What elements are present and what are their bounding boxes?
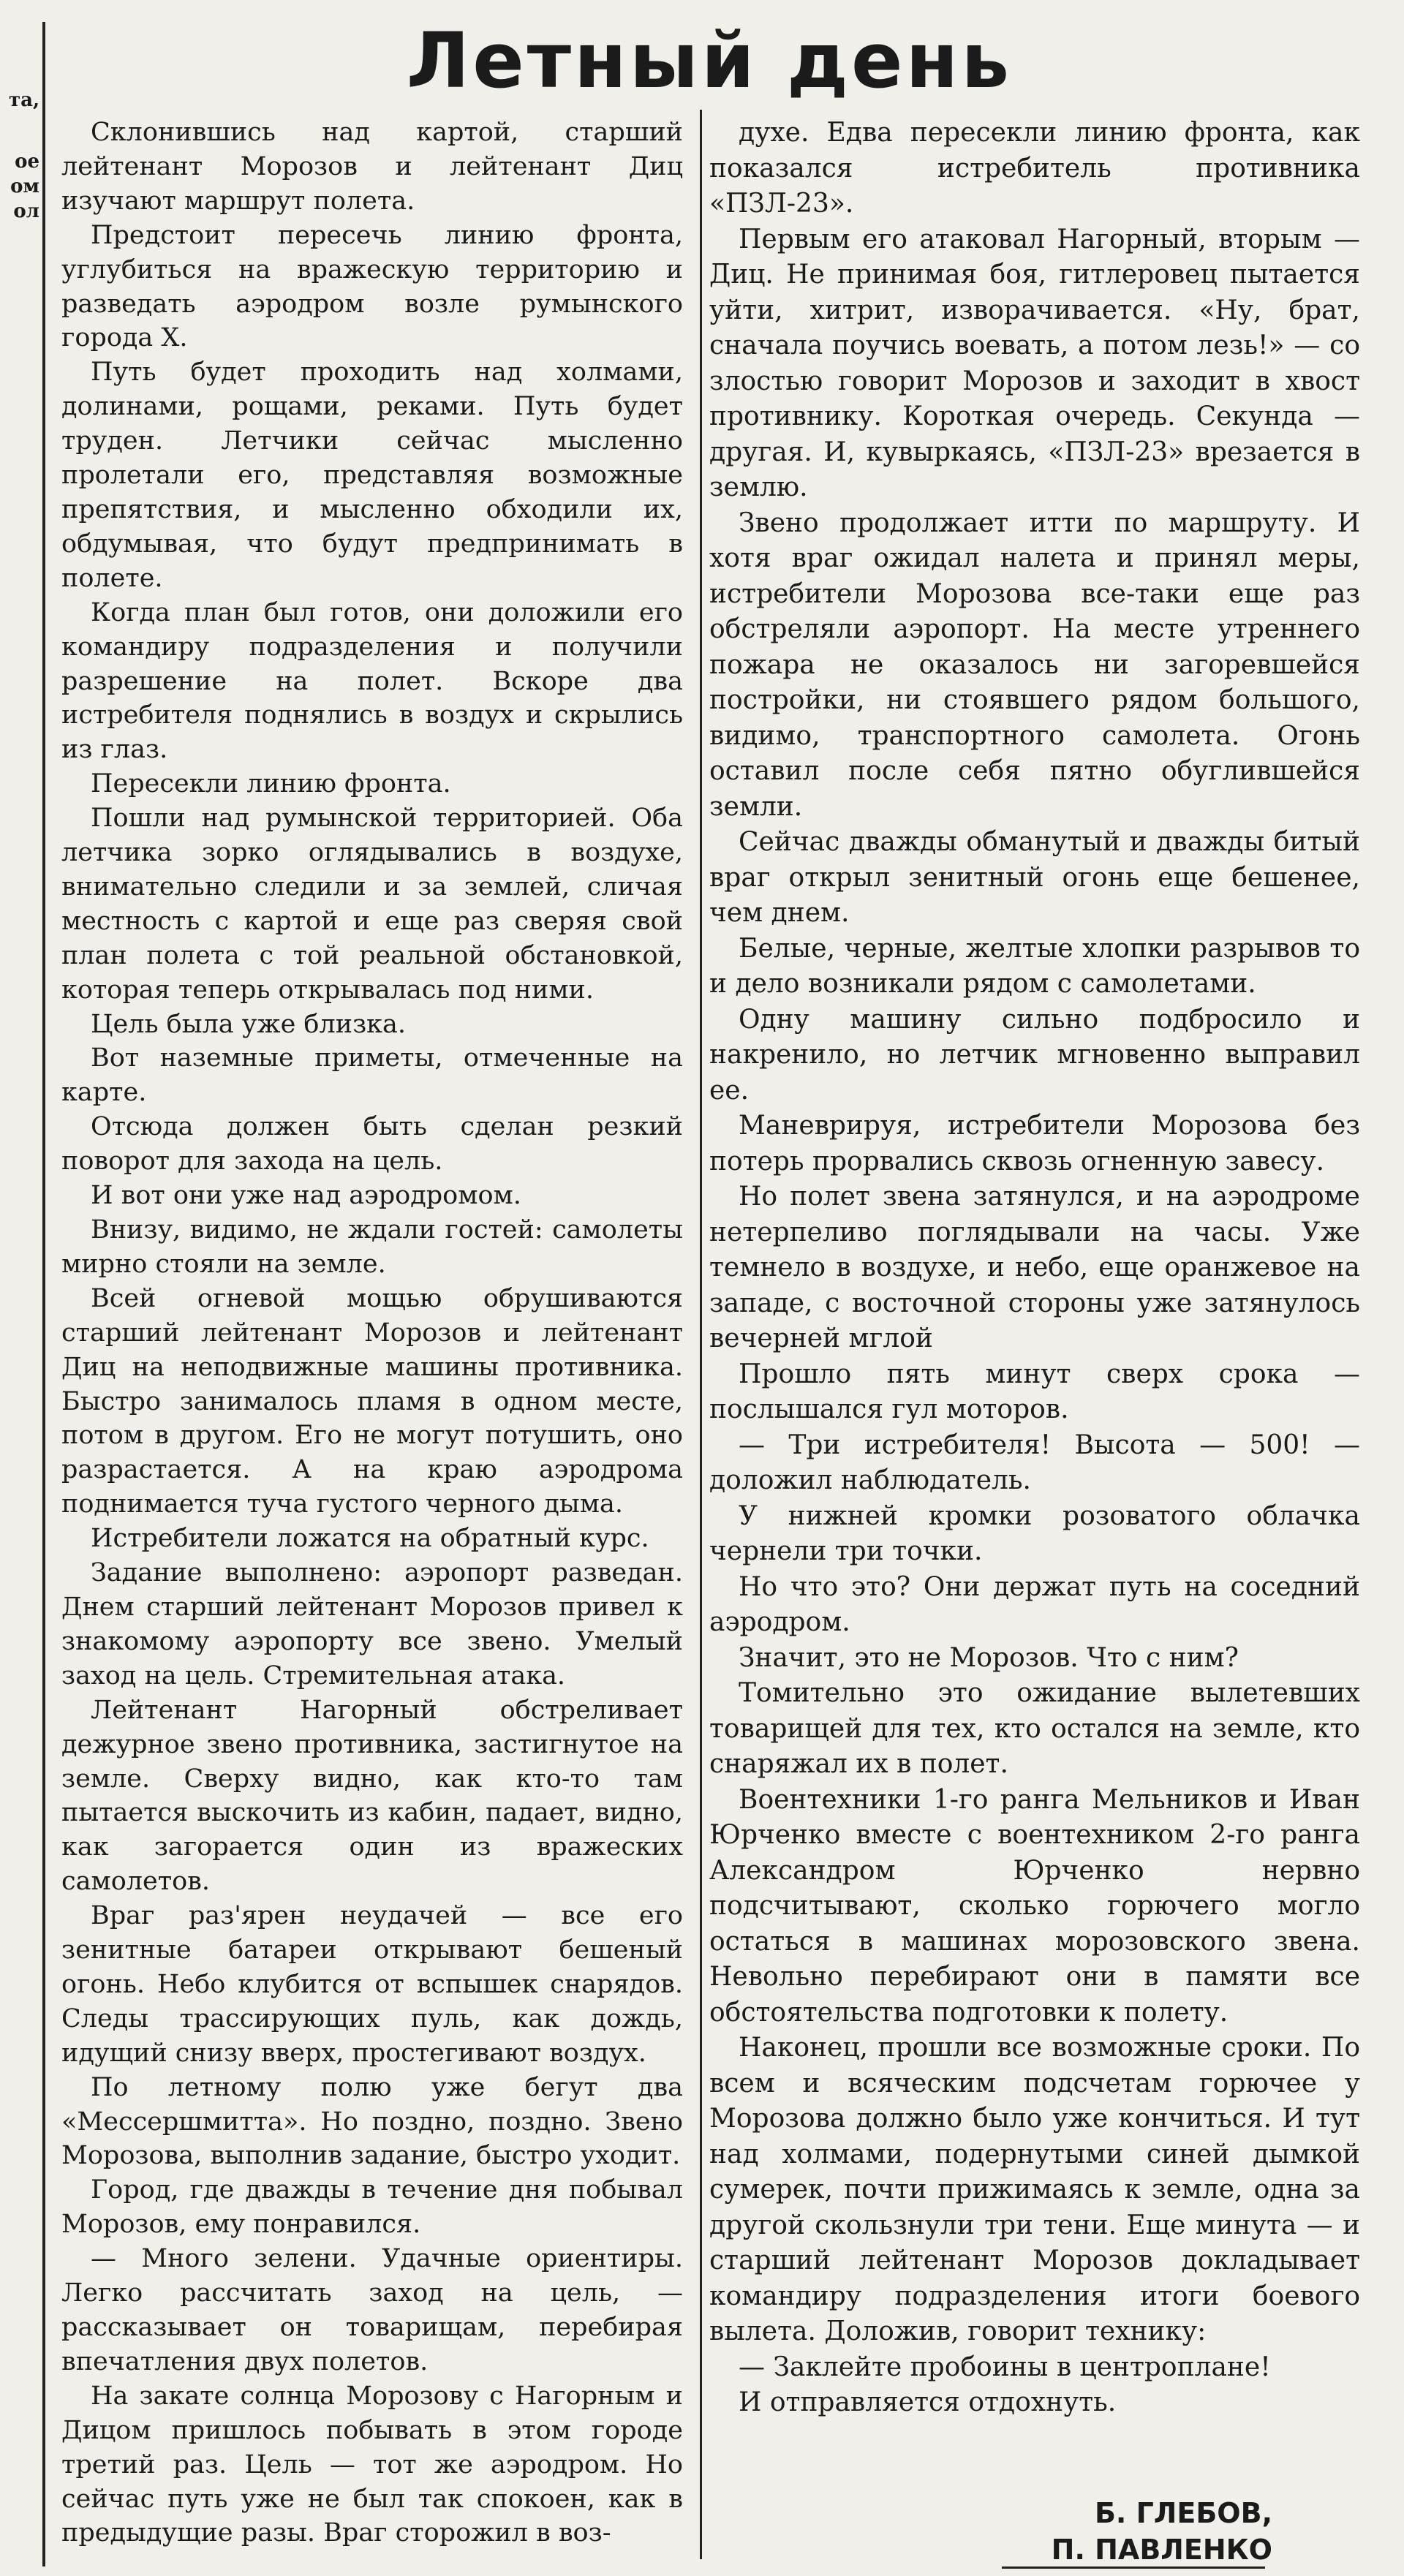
article-paragraph: — Заклейте пробоины в центроплане! <box>739 2352 1271 2382</box>
article-paragraph: У нижней кромки розоватого облачка чернели три точки. <box>709 1500 1360 1566</box>
article-paragraph: Томительно это ожидание вылетевших товарищей для тех, кто остался на земле, кто снаряжал их в полет. <box>709 1678 1360 1779</box>
article-paragraph: Пересекли линию фронта. <box>91 769 451 799</box>
article-paragraph: Звено продолжает итти по маршруту. И хотя враг ожидал налета и принял меры, истребители Морозова все-таки еще раз обстреляли аэропорт. На месте утреннего пожара не оказалось ни загоревшейся постройки, ни стоявшего рядом большого, видимо, транспортного самолета. Огонь оставил после себя пятно обуглившейся земли. <box>709 507 1360 822</box>
article-paragraph: Путь будет проходить над холмами, долинами, рощами, реками. Путь будет труден. Летчики сейчас мысленно пролетали его, представляя возможные препятствия, и мысленно обходили их, обдумывая, что будут предпринимать в полете. <box>61 358 683 593</box>
article-paragraph: Но что это? Они держат путь на соседний аэродром. <box>709 1571 1360 1637</box>
article-paragraph: Цель была уже близка. <box>91 1009 407 1039</box>
side-fragments <box>0 88 39 224</box>
article-paragraph: духе. Едва пересекли линию фронта, как показался истребитель противника «ПЗЛ-23». <box>709 118 1360 219</box>
article-paragraph: Значит, это не Морозов. Что с ним? <box>739 1642 1239 1673</box>
article-paragraph: Отсюда должен быть сделан резкий поворот для захода на цель. <box>61 1112 683 1176</box>
article-paragraph: Задание выполнено: аэропорт разведан. Днем старший лейтенант Морозов привел к знакомому аэропорту все звено. Умелый заход на цель. Стремительная атака. <box>61 1558 683 1691</box>
article-paragraph: Но полет звена затянулся, и на аэродроме нетерпеливо поглядывали на часы. Уже темнело в воздухе, и небо, еще оранжевое на западе, с восточной стороны уже затянулось вечерней мглой <box>709 1182 1360 1353</box>
article-paragraph: Наконец, прошли все возможные сроки. По всем и всяческим подсчетам горючее у Морозова должно было уже кончиться. И тут над холмами, подернутыми синей дымкой сумерек, почти прижимаясь к земле, одна за другой скользнули три тени. Еще минута — и старший лейтенант Морозов докладывает командиру подразделения итоги боевого вылета. Доложив, говорит технику: <box>709 2033 1360 2346</box>
article-paragraph: Предстоит пересечь линию фронта, углубиться на вражескую территорию и разведать аэродром возле румынского города Х. <box>61 220 683 353</box>
side-fragment: ом <box>10 175 39 197</box>
article-paragraph: На закате солнца Морозову с Нагорным и Дицом пришлось побывать в этом городе третий раз. Цель — тот же аэродром. Но сейчас путь уже не был так спокоен, как в предыдущие разы. Враг сторожил в воз- <box>61 2381 683 2548</box>
column-divider <box>700 110 702 2559</box>
article-paragraph: Лейтенант Нагорный обстреливает дежурное звено противника, застигнутое на земле. Сверху видно, как кто-то там пытается выскочить из кабин, падает, видно, как загорается один из вражеских самолетов. <box>61 1695 683 1897</box>
article-paragraph: Всей огневой мощью обрушиваются старший лейтенант Морозов и лейтенант Диц на неподвижные машины противника. Быстро занималось пламя в одном месте, потом в другом. Его не могут потушить, оно разрастается. А на краю аэродрома поднимается туча густого черного дыма. <box>61 1283 683 1519</box>
article-paragraph: Враг раз'ярен неудачей — все его зенитные батареи открывают бешеный огонь. Небо клубится от вспышек снарядов. Следы трассирующих пуль, как дождь, идущий снизу вверх, простегивают воздух. <box>61 1901 683 2068</box>
article-paragraph: Вот наземные приметы, отмеченные на карте. <box>61 1043 683 1108</box>
left-border-rule <box>42 22 45 2566</box>
side-fragment: та, <box>8 89 39 111</box>
article-paragraph: По летному полю уже бегут два «Мессершмитта». Но поздно, поздно. Звено Морозова, выполнив задание, быстро уходит. <box>61 2072 683 2171</box>
article-paragraph: Первым его атаковал Нагорный, вторым — Диц. Не принимая боя, гитлеровец пытается уйти, хитрит, изворачивается. «Ну, брат, сначала поучись воевать, а потом лезь!» — со злостью говорит Морозов и заходит в хвост противнику. Короткая очередь. Секунда — другая. И, кувыркаясь, «ПЗЛ-23» врезается в землю. <box>709 224 1360 502</box>
author-name: Б. ГЛЕБОВ, <box>1094 2497 1272 2529</box>
article-paragraph: Одну машину сильно подбросило и накренило, но летчик мгновенно выправил ее. <box>709 1004 1360 1106</box>
article-paragraph: — Много зелени. Удачные ориентиры. Легко рассчитать заход на цель, — рассказывает он товарищам, перебирая впечатления двух полетов. <box>61 2244 683 2376</box>
author-signature <box>980 2495 1272 2568</box>
article-paragraph: Маневрируя, истребители Морозова без потерь прорвались сквозь огненную завесу. <box>709 1111 1360 1176</box>
side-fragment: ол <box>13 200 39 222</box>
article-paragraph: Прошло пять минут сверх срока — послышался гул моторов. <box>709 1359 1360 1424</box>
article-paragraph: Город, где дважды в течение дня побывал Морозов, ему понравился. <box>61 2175 683 2240</box>
article-paragraph: И отправляется отдохнуть. <box>739 2387 1117 2417</box>
article-paragraph: Склонившись над картой, старший лейтенант Морозов и лейтенант Диц изучают маршрут полета. <box>61 118 683 216</box>
article-paragraph: И вот они уже над аэродромом. <box>91 1181 521 1211</box>
article-paragraph: Белые, черные, желтые хлопки разрывов то и дело возникали рядом с самолетами. <box>709 933 1360 999</box>
article-paragraph: Когда план был готов, они доложили его командиру подразделения и получили разрешение на полет. Вскоре два истребителя поднялись в воздух и скрылись из глаз. <box>61 597 683 765</box>
article-paragraph: Воентехники 1-го ранга Мельников и Иван Юрченко вместе с воентехником 2-го ранга Александром Юрченко нервно подсчитывают, сколько горючего могло остаться в машинах морозовского звена. Невольно перебирают они в памяти все обстоятельства подготовки к полету. <box>709 1784 1360 2028</box>
side-fragment: ое <box>15 151 39 173</box>
left-column <box>61 116 683 2550</box>
article-paragraph: Истребители ложатся на обратный курс. <box>91 1524 649 1554</box>
author-name: П. ПАВЛЕНКО <box>1051 2534 1272 2566</box>
article-paragraph: Сейчас дважды обманутый и дважды битый враг открыл зенитный огонь еще бешенее, чем днем. <box>709 827 1360 928</box>
right-column <box>709 116 1360 2421</box>
article-title: Летный день <box>406 16 1013 105</box>
article-paragraph: Пошли над румынской территорией. Оба летчика зорко оглядывались в воздухе, внимательно следили и за землей, сличая местность с картой и еще раз сверяя свой план полета с той реальной обстановкой, которая теперь открывалась под ними. <box>61 804 683 1005</box>
signature-underline <box>1002 2566 1265 2569</box>
article-paragraph: Внизу, видимо, не ждали гостей: самолеты мирно стояли на земле. <box>61 1215 683 1279</box>
article-paragraph: — Три истребителя! Высота — 500! — доложил наблюдатель. <box>709 1429 1360 1495</box>
